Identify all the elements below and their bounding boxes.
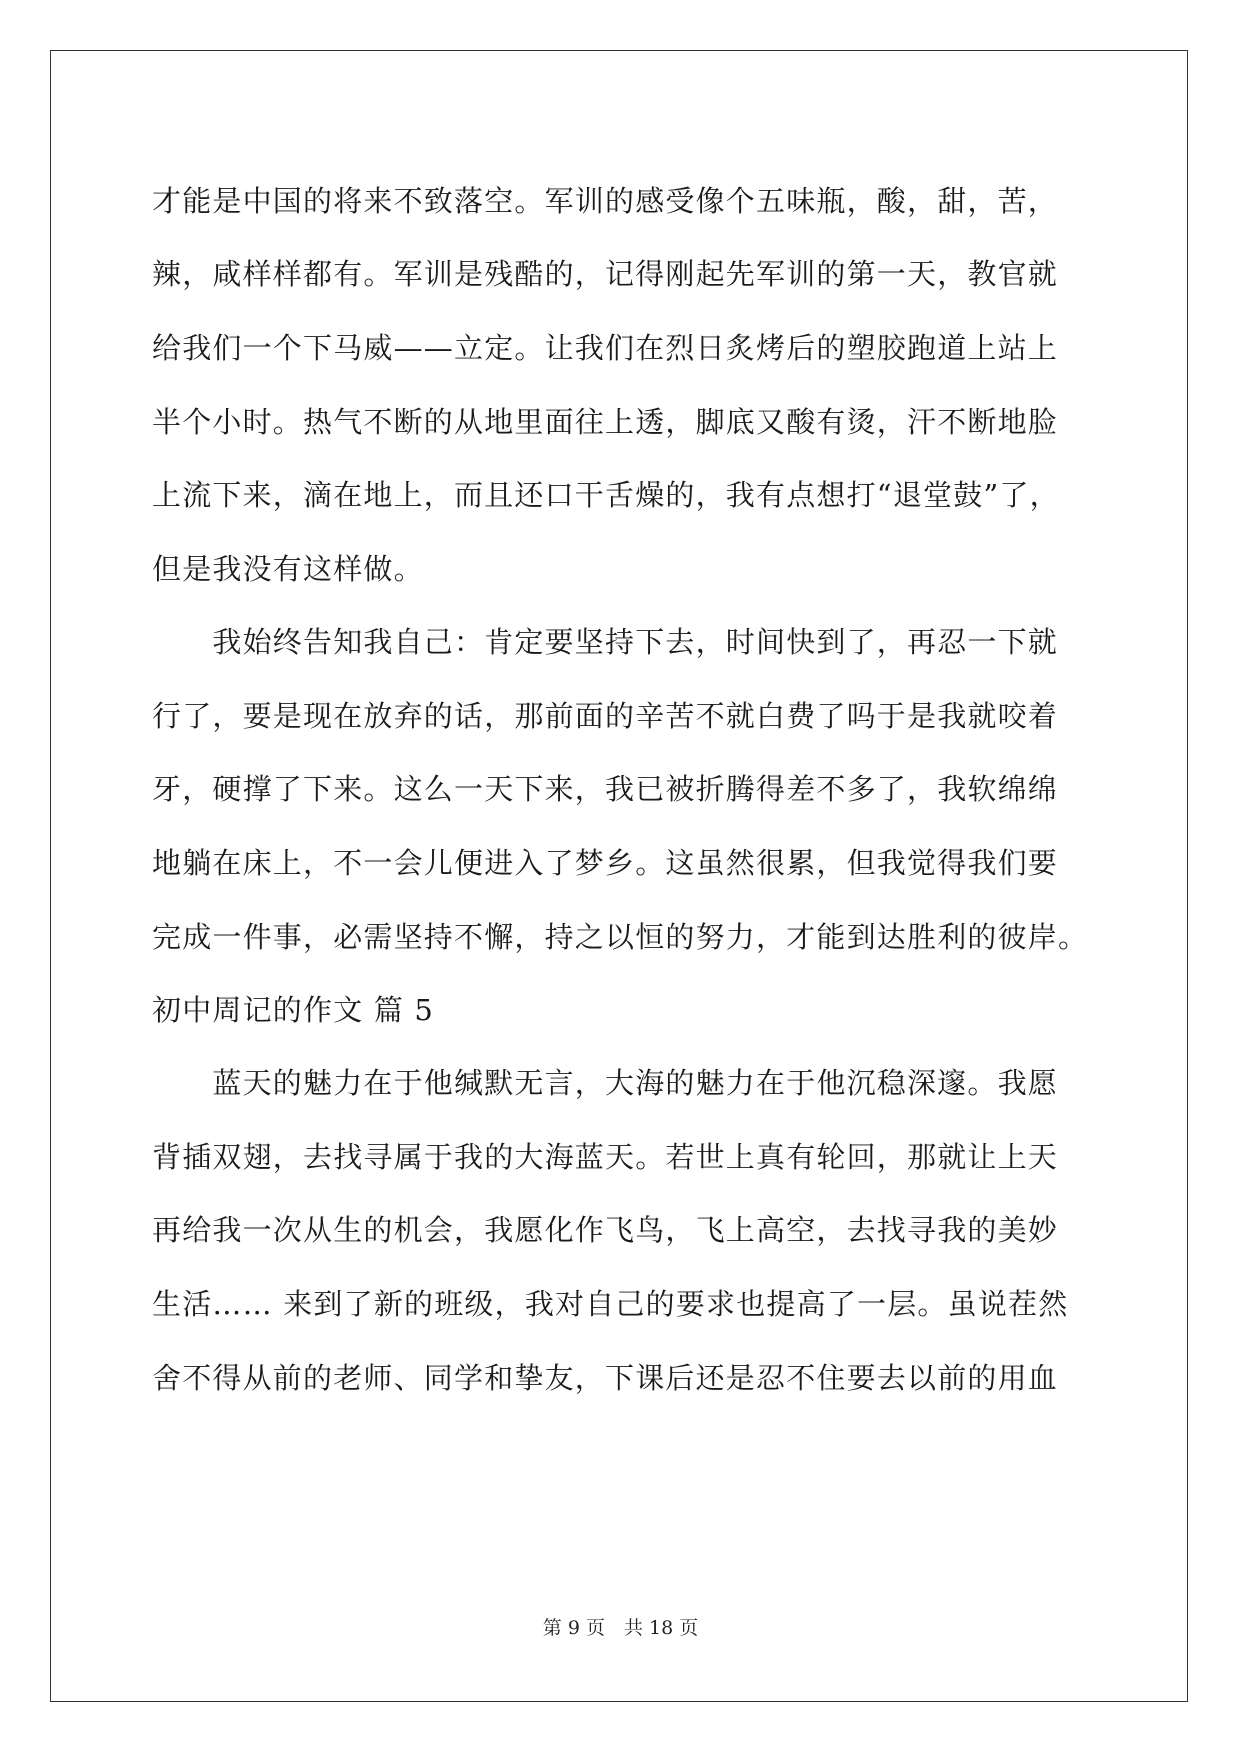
page-footer: 第 9 页 共 18 页 [542,1617,699,1639]
text-line: 再给我一次从生的机会，我愿化作飞鸟，飞上高空，去找寻我的美妙 [152,1213,1059,1247]
text-line: 背插双翅，去找寻属于我的大海蓝天。若世上真有轮回，那就让上天 [152,1140,1059,1174]
text-line: 舍不得从前的老师、同学和挚友，下课后还是忍不住要去以前的用血 [152,1361,1059,1395]
text-line: 生活…… 来到了新的班级，我对自己的要求也提高了一层。虽说茬然 [152,1287,1069,1321]
section-heading: 初中周记的作文 篇 5 [152,993,435,1027]
text-line: 上流下来，滴在地上，而且还口干舌燥的，我有点想打“退堂鼓”了， [152,478,1060,512]
text-line: 辣，咸样样都有。军训是残酷的，记得刚起先军训的第一天，教官就 [152,257,1059,291]
text-line: 才能是中国的将来不致落空。军训的感受像个五味瓶，酸，甜，苦， [152,184,1059,218]
text-line: 行了，要是现在放弃的话，那前面的辛苦不就白费了吗于是我就咬着 [152,699,1059,733]
text-line: 给我们一个下马威——立定。让我们在烈日炙烤后的塑胶跑道上站上 [152,331,1059,365]
text-line: 但是我没有这样做。 [152,552,424,586]
text-line: 半个小时。热气不断的从地里面往上透，脚底又酸有烫，汗不断地脸 [152,405,1059,439]
text-line: 我始终告知我自己：肯定要坚持下去，时间快到了，再忍一下就 [152,625,1059,659]
text-line: 牙，硬撑了下来。这么一天下来，我已被折腾得差不多了，我软绵绵 [152,772,1059,806]
text-line: 完成一件事，必需坚持不懈，持之以恒的努力，才能到达胜利的彼岸。 [152,920,1089,954]
text-line: 地躺在床上，不一会儿便进入了梦乡。这虽然很累，但我觉得我们要 [152,846,1059,880]
text-line: 蓝天的魅力在于他缄默无言，大海的魅力在于他沉稳深邃。我愿 [152,1066,1059,1100]
